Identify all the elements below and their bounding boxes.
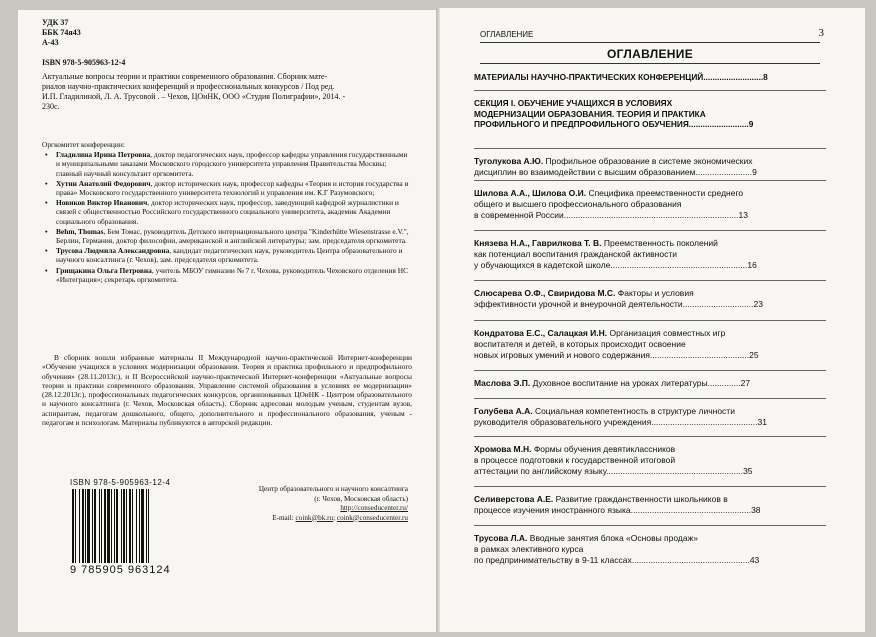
barcode-bar: [82, 489, 84, 563]
member-info: , Бем Томас, руководитель Детского интернационального центра "Kinderhütte Wiesenstrasse e.V.", Берлин, Германия, доктор философии, американской и английской литературы; зам. председателя оргкомитета.: [56, 226, 409, 246]
center-location: (г. Чехов, Московская область): [314, 494, 408, 503]
toc-separator: [474, 320, 826, 321]
bibliographic-description: [42, 72, 412, 112]
barcode-bar: [85, 489, 86, 563]
toc-entry[interactable]: [474, 188, 826, 221]
barcode-bar: [114, 489, 115, 563]
toc-entry-text: Факторы и условия: [615, 288, 694, 298]
toc-entry-author: Туголукова А.Ю.: [474, 156, 544, 166]
center-name: Центр образовательного и научного консалтинга: [258, 485, 408, 493]
toc-entry[interactable]: [474, 444, 826, 477]
bbk-code: ББК 74я43: [42, 28, 81, 37]
toc-entry-text: в рамках элективного курса: [474, 544, 584, 554]
toc-entry-text: у обучающихся в кадетской школе..........................................................16: [474, 260, 757, 270]
member-name: Behm, Thomas: [56, 226, 104, 236]
toc-entry-line: [474, 109, 826, 120]
toc-separator: [474, 280, 826, 281]
toc-entry-author: Селиверстова А.Е.: [474, 494, 554, 504]
committee-member: [42, 246, 412, 264]
running-header: [480, 27, 824, 43]
toc-entry-text: Организация совместных игр: [607, 328, 726, 338]
toc-entry-line: [474, 533, 826, 544]
barcode-bar: [92, 489, 93, 563]
toc-entry-line: [474, 299, 826, 310]
udk-code: УДК 37: [42, 18, 69, 27]
page-number: 3: [818, 27, 824, 39]
title-divider: [480, 63, 820, 64]
toc-entry-text: Преемственность поколений: [601, 238, 718, 248]
toc-entry-text: МОДЕРНИЗАЦИИ ОБРАЗОВАНИЯ. ТЕОРИЯ И ПРАКТИКА: [474, 108, 706, 119]
toc-separator: [474, 370, 826, 371]
toc-entry-text: Социальная компетентность в структуре личности: [532, 406, 735, 416]
barcode-bar: [123, 489, 125, 563]
toc-separator: [474, 486, 826, 487]
toc-entry-line: [474, 417, 826, 428]
barcode-bar: [141, 489, 144, 563]
toc-entry-text: Вводные занятия блока «Основы продаж»: [527, 533, 699, 543]
toc-separator: [474, 398, 826, 399]
barcode-block: [70, 478, 180, 576]
classification-block: [42, 18, 81, 48]
committee-member: [42, 150, 412, 178]
barcode-bar: [104, 489, 106, 563]
toc-entry-author: Кондратова Е.С., Салацкая И.Н.: [474, 328, 608, 338]
toc-entry-text: эффективности урочной и внеурочной деятельности..............................23: [474, 299, 763, 309]
toc-entry-line: [474, 188, 826, 199]
toc-entry-text: в процессе подготовки к государственной итоговой: [474, 455, 676, 465]
toc-entry-line: [474, 328, 826, 339]
member-name: Трусова Людмила Александровна: [56, 246, 170, 256]
barcode-bar: [99, 489, 100, 563]
toc-entry[interactable]: [474, 156, 826, 178]
toc-entry[interactable]: [474, 378, 826, 389]
barcode-bar: [129, 489, 131, 563]
toc-separator: [474, 525, 826, 526]
barcode-bar: [139, 489, 140, 563]
email-label: E-mail:: [272, 513, 294, 522]
barcode-icon: [70, 489, 178, 563]
toc-entry-text: в современной России..........................................................................13: [474, 210, 748, 220]
toc-entry-author: Слюсарева О.Ф., Свиридова М.С.: [474, 288, 616, 298]
barcode-bar: [126, 489, 127, 563]
toc-entry-line: [474, 210, 826, 221]
toc-title: ОГЛАВЛЕНИЕ: [606, 47, 693, 61]
email-link-2[interactable]: coink@conseducenter.ru: [336, 513, 408, 522]
member-name: Грищакина Ольга Петровна: [56, 265, 152, 275]
toc-entry[interactable]: [474, 533, 826, 566]
toc-section-entry[interactable]: [474, 98, 826, 130]
barcode-bar: [148, 489, 149, 563]
toc-entry-text: Развитие гражданственности школьников в: [553, 494, 728, 504]
toc-section-entry[interactable]: [474, 72, 826, 83]
email-separator: ;: [333, 513, 336, 522]
center-url-link[interactable]: http://conseducenter.ru/: [340, 504, 408, 512]
toc-entry-line: [474, 119, 826, 130]
member-name: Хутин Анатолий Федорович: [56, 178, 151, 188]
toc-entry-text: МАТЕРИАЛЫ НАУЧНО-ПРАКТИЧЕСКИХ КОНФЕРЕНЦИЙ..........................8: [474, 72, 768, 82]
toc-entry-author: Голубева А.А.: [474, 406, 533, 416]
isbn-line: ISBN 978-5-905963-12-4: [42, 58, 126, 67]
collection-abstract: В сборник вошли избранные материалы II Международной научно-практической Интернет-конференции «Обучение учащихся в условиях модернизации образования. Теория и практика профильного и предпрофильного обучения» (28.11.2013г.), и II Всероссийской научно-практической Интернет-конференции «Актуальные вопросы теории и практики современного образования. Управление системой образования в условиях ее модернизации» (28.12.2013г.), профессиональных педагогических конкурсов, организованных ЦОиНК - Центром образовательного и научного консалтинга (г. Чехов, Московская область). Сборник адресован молодым ученым, студентам вузов, аспирантам, педагогам дошкольного, общего, дополнительного и профессионального образования, ученым - педагогам и психологам. Материалы публикуются в авторской редакции.: [42, 353, 412, 428]
description-line: Актуальные вопросы теории и практики современного образования. Сборник мате-: [42, 72, 328, 81]
toc-entry[interactable]: [474, 238, 826, 271]
toc-entry-line: [474, 505, 826, 516]
toc-entry[interactable]: [474, 288, 826, 310]
barcode-bar: [111, 489, 112, 563]
toc-entry-line: [474, 555, 826, 566]
toc-entry-text: как потенциал воспитания гражданской активности: [474, 249, 677, 259]
toc-separator: [474, 180, 826, 181]
toc-entry-line: [474, 249, 826, 260]
committee-member: [42, 179, 412, 197]
barcode-bar: [75, 489, 76, 563]
toc-entry-text: новых игровых умений и нового содержания..........................................25: [474, 350, 759, 360]
toc-entry-line: [474, 288, 826, 299]
barcode-number: 9 785905 963124: [70, 564, 171, 576]
toc-entry-line: [474, 350, 826, 361]
barcode-bar: [121, 489, 122, 563]
member-info: , доктор педагогических наук, профессор кафедры управления государственными и муниципальными заказами Московского городского университета управления Правительства Москвы; главный научный консультант оргкомитета.: [56, 150, 408, 178]
toc-entry-line: [474, 238, 826, 249]
toc-entry-line: [474, 494, 826, 505]
toc-entry-line: [474, 544, 826, 555]
toc-entry-text: Формы обучения девятиклассников: [531, 444, 676, 454]
toc-entry-text: общего и высшего профессионального образования: [474, 199, 682, 209]
author-mark: А-43: [42, 38, 59, 47]
barcode-isbn: ISBN 978-5-905963-12-4: [70, 478, 171, 487]
toc-entry-line: [474, 260, 826, 271]
barcode-bar: [107, 489, 110, 563]
toc-entry-line: [474, 444, 826, 455]
toc-entry-text: Профильное образование в системе экономических: [543, 156, 753, 166]
member-info: , доктор исторических наук, профессор кафедры «Теория и история государства и права» Московского государственного университета технологий и управления им. К.Г Разумовского;: [56, 178, 409, 198]
toc-entry-line: [474, 455, 826, 466]
barcode-bar: [136, 489, 137, 563]
barcode-bar: [116, 489, 118, 563]
toc-separator: [474, 90, 826, 91]
toc-entry-text: Специфика преемственности среднего: [586, 188, 744, 198]
description-line: И.П. Гладилиной, Л. А. Трусовой . – Чехов, ЦОиНК, ООО «Студия Полиграфии», 2014. -: [42, 92, 346, 101]
barcode-bar: [72, 489, 74, 563]
toc-entry-author: Трусова Л.А.: [474, 533, 528, 543]
toc-entry-line: [474, 199, 826, 210]
committee-member: [42, 198, 412, 226]
description-line: риалов научно-практических конференций и профессиональных конкурсов / Под ред.: [42, 82, 335, 91]
toc-entry-text: аттестации по английскому языку..........................................................35: [474, 466, 753, 476]
toc-entry-text: по предпринимательству в 9-11 классах..................................................43: [474, 555, 760, 565]
toc-entry-line: [474, 156, 826, 167]
toc-entry-line: [474, 339, 826, 350]
member-info: , кандидат педагогических наук, руководитель Центра образовательного и научного консалтинга (г. Чехов), зам. председателя оргкомитета.: [56, 246, 403, 265]
toc-entry-line: [474, 98, 826, 109]
barcode-bar: [132, 489, 133, 563]
toc-entry[interactable]: [474, 406, 826, 428]
member-info: , учитель МБОУ гимназии № 7 г. Чехова, руководитель Чеховского отделения НС «Интеграция»; секретарь оргкомитета.: [56, 265, 409, 284]
toc-entry-line: [474, 167, 826, 178]
organizing-committee: [42, 140, 412, 285]
toc-entry-author: Хромова М.Н.: [474, 444, 532, 454]
running-header-label: ОГЛАВЛЕНИЕ: [480, 30, 534, 39]
toc-separator: [474, 230, 826, 231]
toc-separator: [474, 148, 826, 149]
committee-heading: Оргкомитет конференции:: [42, 140, 125, 149]
barcode-bar: [87, 489, 90, 563]
toc-entry-line: [474, 72, 826, 83]
toc-entry-text: дисциплин во взаимодействии с высшим образованием........................9: [474, 167, 757, 177]
barcode-bar: [79, 489, 80, 563]
description-line: 230с.: [42, 102, 60, 111]
toc-separator: [474, 436, 826, 437]
toc-entry-text: ПРОФИЛЬНОГО И ПРЕДПРОФИЛЬНОГО ОБУЧЕНИЯ..........................9: [474, 119, 754, 129]
toc-entry-text: воспитателя и детей, в которых происходит освоение: [474, 339, 686, 349]
toc-entry-text: руководителя образовательного учреждения.............................................31: [474, 417, 767, 427]
member-name: Новиков Виктор Иванович: [56, 198, 148, 208]
barcode-bar: [101, 489, 102, 563]
toc-entry-text: СЕКЦИЯ I. ОБУЧЕНИЕ УЧАЩИХСЯ В УСЛОВИЯХ: [474, 98, 673, 108]
toc-entry-line: [474, 466, 826, 477]
toc-entry-author: Шилова А.А., Шилова О.И.: [474, 188, 587, 198]
committee-member: [42, 266, 412, 284]
member-info: , доктор исторических наук, профессор, заведующий кафедрой журналистики и связей с общественностью Российского государственного социального университета, академик Академии социального образования.: [56, 198, 399, 226]
toc-entry[interactable]: [474, 494, 826, 516]
toc-entry[interactable]: [474, 328, 826, 361]
barcode-bar: [146, 489, 147, 563]
barcode-bar: [94, 489, 96, 563]
toc-entry-line: [474, 406, 826, 417]
email-line: [228, 514, 408, 524]
toc-entry-author: Маслова Э.П.: [474, 378, 531, 388]
toc-entry-text: Духовное воспитание на уроках литературы..............27: [530, 378, 751, 388]
committee-member: [42, 227, 412, 245]
toc-entry-line: [474, 378, 826, 389]
toc-entry-text: процессе изучения иностранного языка...................................................38: [474, 505, 761, 515]
toc-entry-author: Князева Н.А., Гаврилкова Т. В.: [474, 238, 602, 248]
publisher-contacts: [228, 485, 408, 523]
member-name: Гладилина Ирина Петровна: [56, 150, 151, 160]
email-link-1[interactable]: coink@bk.ru: [295, 513, 334, 522]
